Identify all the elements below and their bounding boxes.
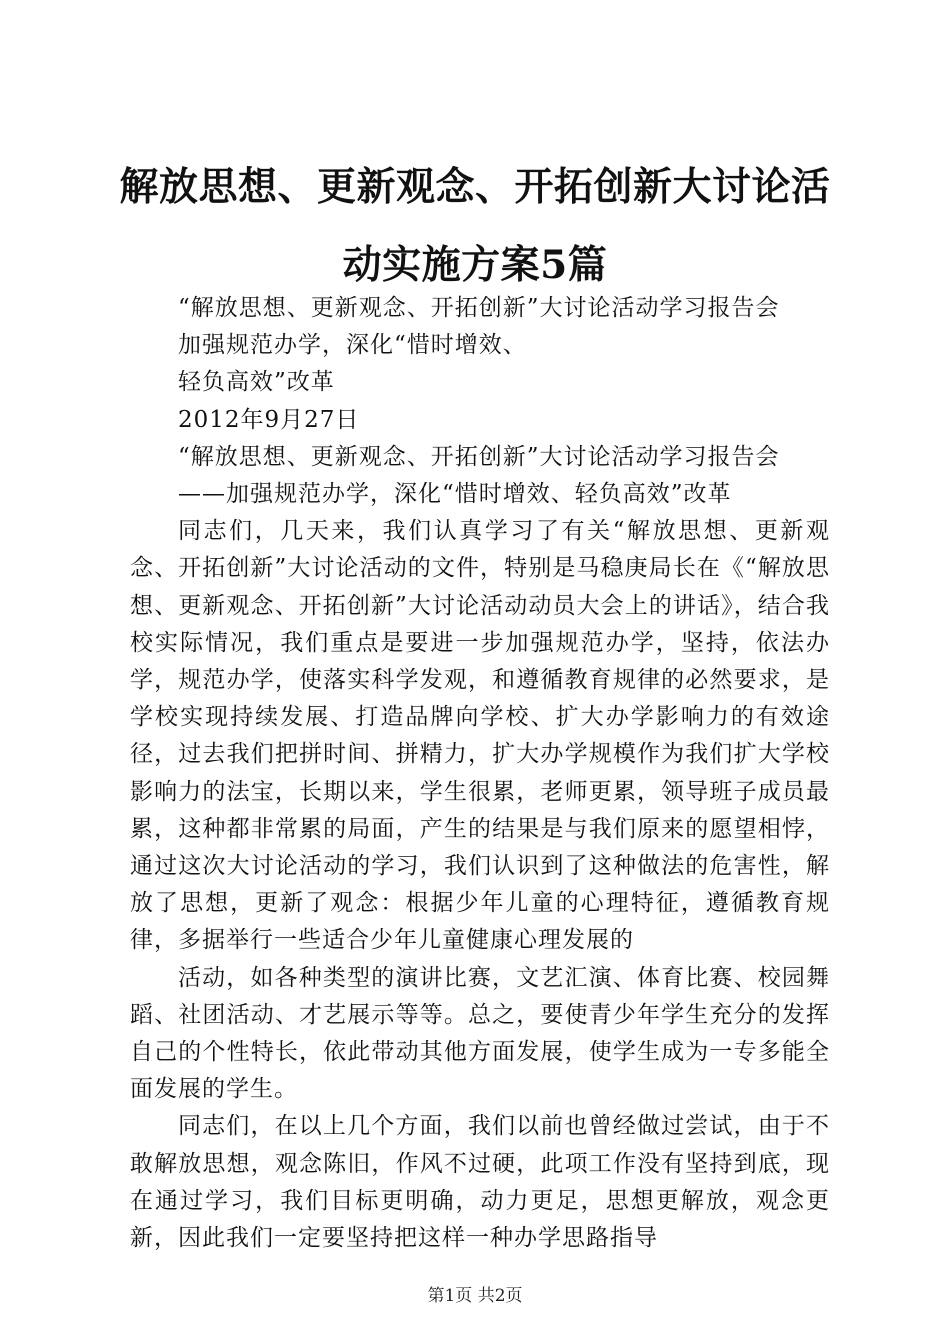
paragraph-date: 2012年9月27日: [178, 406, 360, 433]
paragraph: “解放思想、更新观念、开拓创新”大讨论活动学习报告会: [178, 443, 780, 470]
paragraph-subtitle: ——加强规范办学，深化“惜时增效、轻负高效”改革: [178, 481, 732, 508]
paragraph: 活动，如各种类型的演讲比赛，文艺汇演、体育比赛、校园舞蹈、社团活动、才艺展示等等。总之，要使青少年学生充分的发挥自己的个性特长，依此带动其他方面发展，使学生成为一专多能全面发展的学生。: [130, 964, 830, 1103]
paragraph: “解放思想、更新观念、开拓创新”大讨论活动学习报告会: [178, 295, 780, 321]
page-number-footer: 第1页 共2页: [427, 1286, 523, 1306]
paragraph: 同志们，几天来，我们认真学习了有关“解放思想、更新观念、开拓创新”大讨论活动的文件，特别是马稳庚局长在《“解放思想、更新观念、开拓创新”大讨论活动动员大会上的讲话》，结合我校实际情况，我们重点是要进一步加强规范办学，坚持，依法办学，规范办学，使落实科学发观，和遵循教育规律的必然要求，是学校实现持续发展、打造品牌向学校、扩大办学影响力的有效途径，过去我们把拼时间、拼精力，扩大办学规模作为我们扩大学校影响力的法宝，长期以来，学生很累，老师更累，领导班子成员最累，这种都非常累的局面，产生的结果是与我们原来的愿望相悖，通过这次大讨论活动的学习，我们认识到了这种做法的危害性，解放了思想，更新了观念：根据少年儿童的心理特征，遵循教育规律，多据举行一些适合少年儿童健康心理发展的: [130, 518, 830, 954]
paragraph: 同志们，在以上几个方面，我们以前也曾经做过尝试，由于不敢解放思想，观念陈旧，作风不过硬，此项工作没有坚持到底，现在通过学习，我们目标更明确，动力更足，思想更解放，观念更新，因此我们一定要坚持把这样一种办学思路指导: [130, 1113, 830, 1252]
paragraph: 轻负高效”改革: [178, 369, 335, 396]
document-title: 解放思想、更新观念、开拓创新大讨论活动实施方案5篇: [119, 164, 831, 288]
document-body: [130, 290, 830, 1257]
paragraph: 加强规范办学，深化“惜时增效、: [178, 332, 527, 359]
